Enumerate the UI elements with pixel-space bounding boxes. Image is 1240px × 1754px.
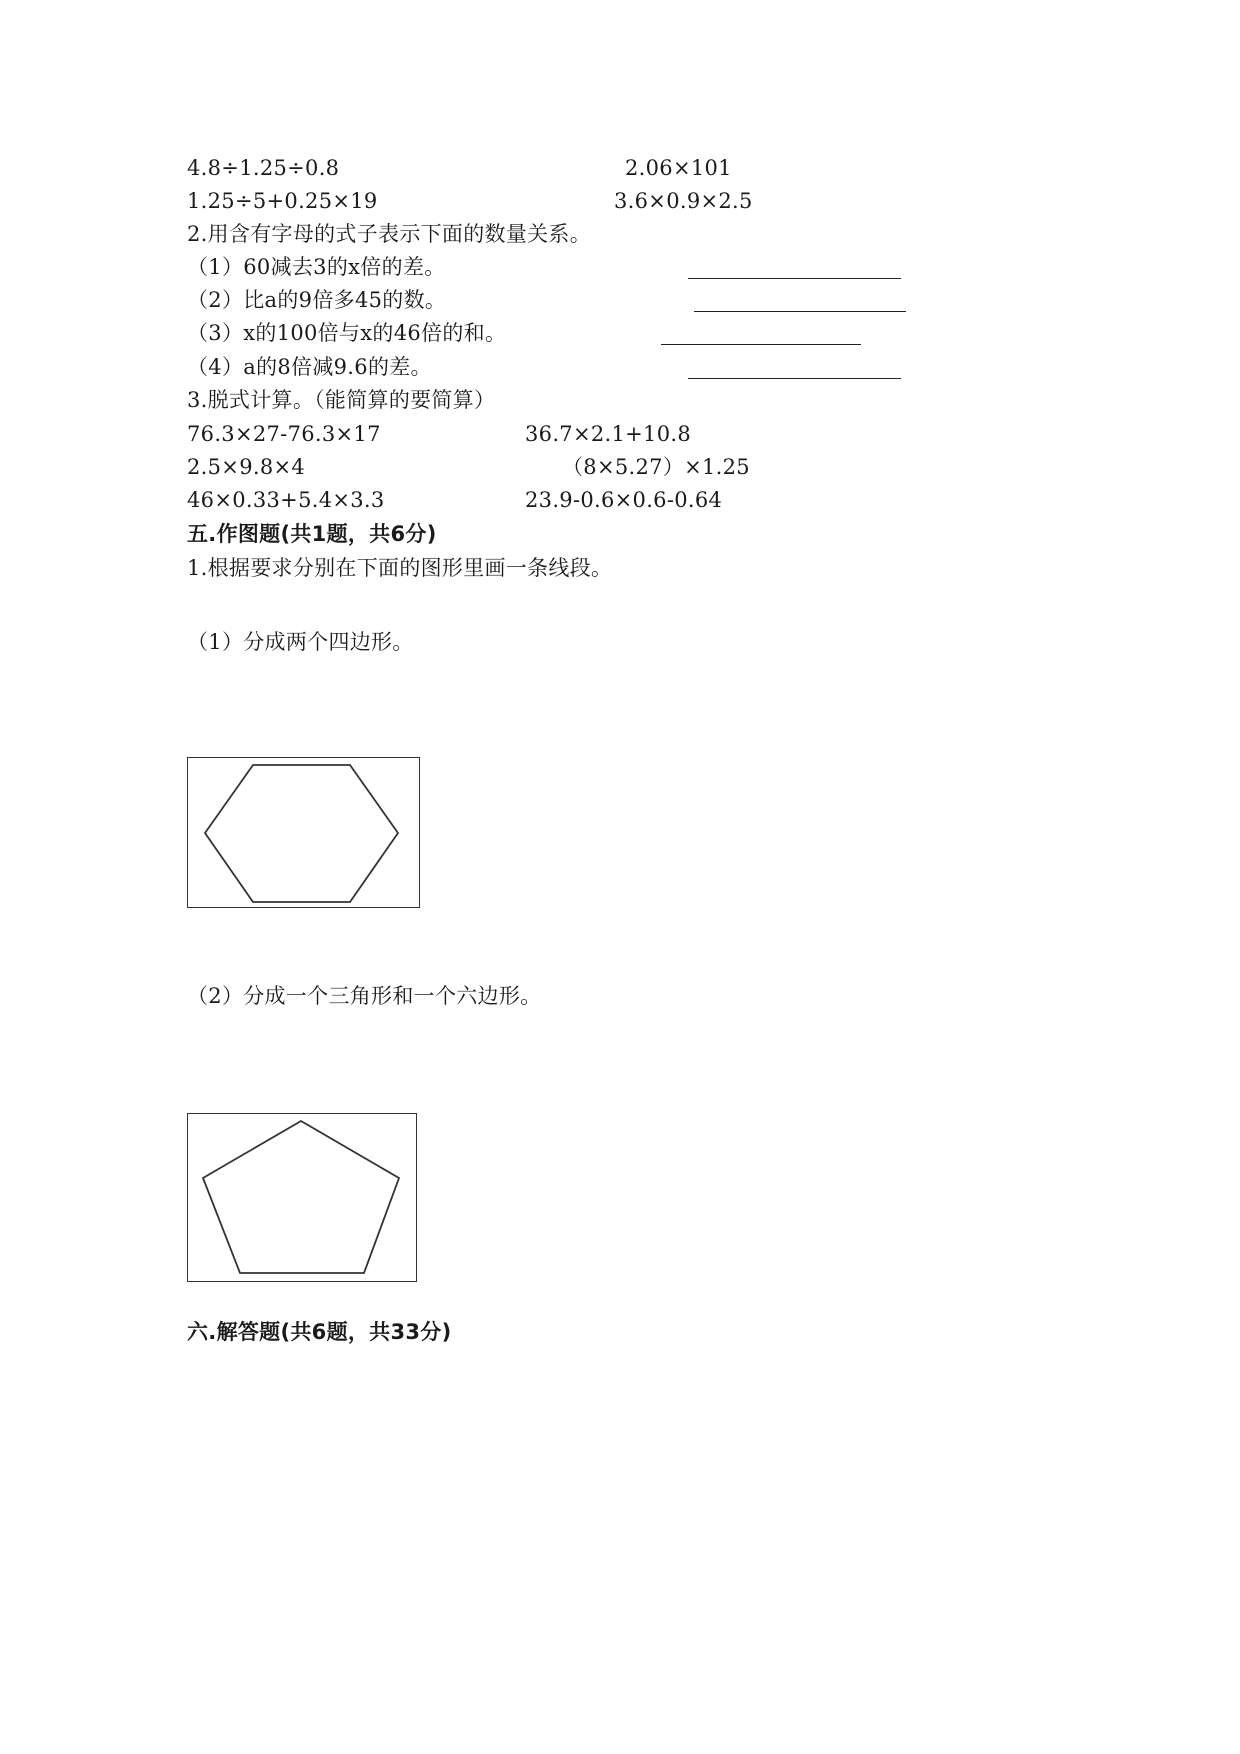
expr-1-left: 4.8÷1.25÷0.8 bbox=[187, 156, 340, 180]
expr-2-left: 1.25÷5+0.25×19 bbox=[187, 189, 378, 213]
calc-3-right: 23.9-0.6×0.6-0.64 bbox=[525, 488, 723, 512]
expr-1-right: 2.06×101 bbox=[625, 156, 732, 180]
answer-blank-3[interactable] bbox=[661, 344, 861, 345]
calc-1-left: 76.3×27-76.3×17 bbox=[187, 422, 381, 446]
section-5-sub-2: （2）分成一个三角形和一个六边形。 bbox=[187, 984, 542, 1008]
section-5-heading: 五.作图题(共1题，共6分) bbox=[187, 522, 437, 546]
answer-blank-4[interactable] bbox=[688, 378, 901, 379]
question-2-item-1: （1）60减去3的x倍的差。 bbox=[187, 255, 446, 279]
calc-2-right: （8×5.27）×1.25 bbox=[562, 455, 750, 479]
question-2-title: 2.用含有字母的式子表示下面的数量关系。 bbox=[187, 222, 592, 246]
pentagon-shape bbox=[188, 1114, 418, 1283]
answer-blank-2[interactable] bbox=[694, 311, 906, 312]
question-2-item-3: （3）x的100倍与x的46倍的和。 bbox=[187, 321, 507, 345]
calc-3-left: 46×0.33+5.4×3.3 bbox=[187, 488, 385, 512]
section-5-question-1: 1.根据要求分别在下面的图形里画一条线段。 bbox=[187, 556, 613, 580]
answer-blank-1[interactable] bbox=[688, 278, 901, 279]
hexagon-figure[interactable] bbox=[187, 757, 420, 908]
calc-1-right: 36.7×2.1+10.8 bbox=[525, 422, 692, 446]
expr-2-right: 3.6×0.9×2.5 bbox=[614, 189, 753, 213]
section-5-sub-1: （1）分成两个四边形。 bbox=[187, 630, 414, 654]
calc-2-left: 2.5×9.8×4 bbox=[187, 455, 306, 479]
pentagon-figure[interactable] bbox=[187, 1113, 417, 1282]
hexagon-shape bbox=[188, 758, 421, 909]
question-2-item-4: （4）a的8倍减9.6的差。 bbox=[187, 355, 432, 379]
section-6-heading: 六.解答题(共6题，共33分) bbox=[187, 1320, 452, 1344]
question-2-item-2: （2）比a的9倍多45的数。 bbox=[187, 288, 447, 312]
question-3-title: 3.脱式计算。（能简算的要简算） bbox=[187, 388, 496, 412]
